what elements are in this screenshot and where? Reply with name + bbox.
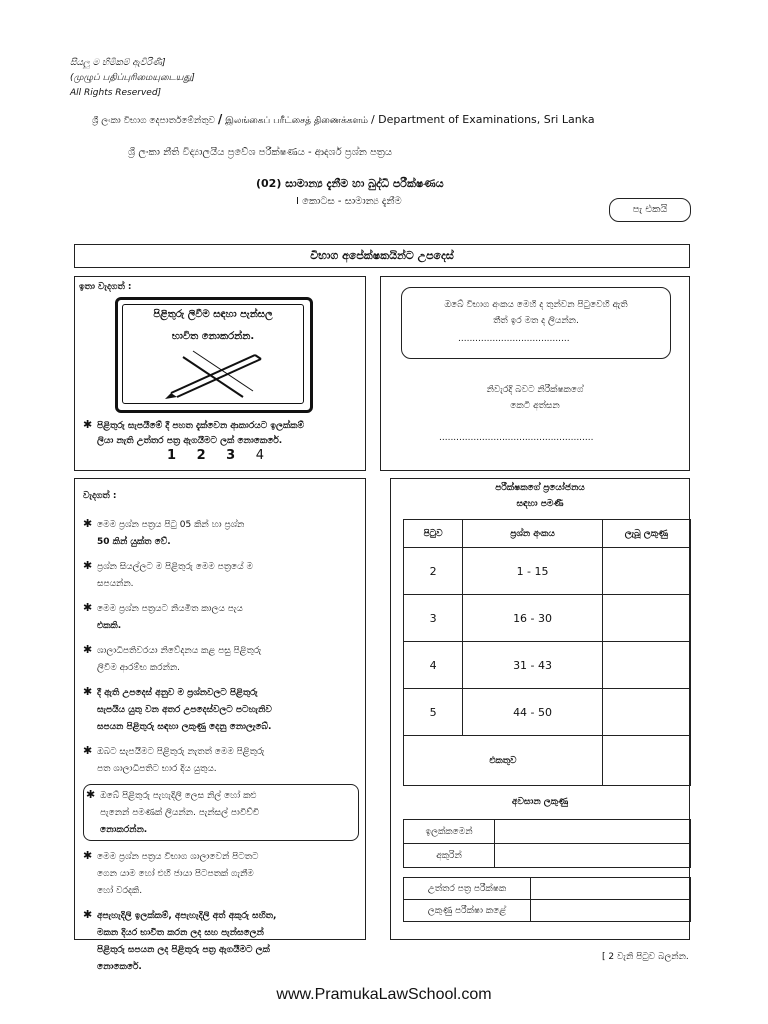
bullet-line: දී ඇති උපදෙස් අනුව ම ප්‍රශ්නවලට පිළිතුරු <box>97 688 258 698</box>
signature-table <box>403 877 691 922</box>
department-english: / Department of Examinations, Sri Lanka <box>370 113 595 126</box>
star-icon: ✱ <box>83 849 93 862</box>
in-figures-label: ඉලක්කමෙන් <box>404 820 495 844</box>
bullet-item <box>83 557 359 593</box>
bullet-item <box>83 641 359 677</box>
bullet-line: සපයන පිළිතුරු සඳහා ලකුණු දෙනු නොලැබේ. <box>97 722 272 732</box>
row-marks-cell[interactable] <box>602 642 690 689</box>
total-row <box>404 736 691 786</box>
table-row <box>404 689 691 736</box>
part-title: I කොටස - සාමාන්‍ය දැනීම <box>296 196 402 207</box>
copyright-sinhala: සියලු ම හිමිකම් ඇවිරිණි] <box>70 58 166 68</box>
total-label: එකතුව <box>404 736 603 786</box>
note-line-1: පිළිතුරු සැපයීමේ දී පහත දැක්වෙන ආකාරයට ඉලක්කම් <box>97 421 304 431</box>
marks-checker-label: ලකුණු පරීක්ෂා කළේ <box>404 900 531 922</box>
row-questions: 16 - 30 <box>463 595 603 642</box>
star-icon: ✱ <box>86 788 96 801</box>
footer-url[interactable]: www.PramukaLawSchool.com <box>276 986 492 1003</box>
examiner-box <box>390 478 690 940</box>
crossed-pencil-icon <box>163 347 273 399</box>
note-line-2: ලියා නැති උත්තර පත්‍ර ඇගයීමට ලක් නොකෙරේ. <box>97 436 283 446</box>
bullet-line: පත ශාලාධිපතිට භාර දිය යුතුය. <box>97 764 217 774</box>
marks-table <box>403 519 691 786</box>
star-icon: ✱ <box>83 685 93 698</box>
warning-line-1: පිළිතුරු ලිවීම සඳහා පැන්සල <box>153 309 273 320</box>
col-questions: ප්‍රශ්න අංකය <box>463 520 603 548</box>
answer-examiner-cell[interactable] <box>531 878 691 900</box>
final-marks-heading: අවසාන ලකුණු <box>511 797 569 807</box>
marks-checker-cell[interactable] <box>531 900 691 922</box>
very-important-heading: ඉතා වැදගත් : <box>79 282 132 292</box>
final-figures-row <box>404 820 691 844</box>
bullet-line: එකකි. <box>97 621 122 631</box>
bullet-line: මෙම ප්‍රශ්න පත්‍රය පිටු 05 කින් හා ප්‍රශ්න <box>97 520 245 530</box>
in-words-label: අකුරින් <box>404 844 495 868</box>
important-bullets <box>83 515 359 982</box>
answer-examiner-row <box>404 878 691 900</box>
copyright-english: All Rights Reserved] <box>70 88 162 98</box>
bullet-line: අපැහැදිලි ඉලක්කම්, අපැහැදිලි අත් අකුරු සහිත, <box>97 911 277 921</box>
paper-title: (02) සාමාන්‍ය දැනීම හා බුද්ධි පරීක්ෂණය <box>256 177 444 190</box>
row-questions: 31 - 43 <box>463 642 603 689</box>
examiner-heading-1: පරීක්ෂකගේ ප්‍රයෝජනය <box>495 483 585 493</box>
bullet-item <box>83 906 359 976</box>
examiner-heading-2: සඳහා පමණි <box>516 499 564 509</box>
row-page: 2 <box>404 548 463 595</box>
bullet-item <box>83 683 359 736</box>
index-number-box <box>401 287 671 359</box>
index-line-1: ඔබේ විභාග අංකය මෙහි ද තුන්වන පිටුවෙහි ඇති <box>444 300 628 310</box>
bullet-line: සැපයිය යුතු වන අතර උපදෙස්වලට පටහැනිව <box>97 705 272 715</box>
in-figures-cell[interactable] <box>495 820 691 844</box>
table-row <box>404 642 691 689</box>
supervisor-line-1: නිවැරදි බවට නිරීක්ෂකගේ <box>486 385 584 395</box>
department-tamil: இலங்கைப் பரீட்சைத் திணைக்களம் <box>225 116 369 126</box>
bullet-line: ඔබට සැපයීමට පිළිතුරු නැතත් මෙම පිළිතුරු <box>97 747 265 757</box>
star-icon: ✱ <box>83 418 93 431</box>
final-words-row <box>404 844 691 868</box>
warning-line-2: භාවිත නොකරන්න. <box>171 331 255 342</box>
answer-examiner-label: උත්තර පත්‍ර පරීක්ෂක <box>404 878 531 900</box>
bullet-line: පැනෙන් පමණක් ලියන්න. පැන්සල් පාවිච්චි <box>100 808 260 818</box>
bullet-item-highlighted <box>83 784 359 841</box>
duration-badge: පැ එකයි <box>609 198 691 222</box>
digit-4: 4 <box>255 448 265 463</box>
star-icon: ✱ <box>83 643 93 656</box>
table-row <box>404 595 691 642</box>
bullet-line: 50 කින් යුක්ත වේ. <box>97 537 171 547</box>
in-words-cell[interactable] <box>495 844 691 868</box>
important-heading: වැදගත් : <box>83 491 117 501</box>
pencil-warning-inner <box>122 304 304 404</box>
copyright-block <box>70 56 195 101</box>
very-important-box <box>74 276 366 471</box>
row-questions: 44 - 50 <box>463 689 603 736</box>
copyright-tamil: (முழுப் பதிப்புரிமையுடையது] <box>70 73 195 83</box>
bullet-line: ගෙන යාම හෝ එහි ජායා පිටපතක් ගැනීම <box>97 869 254 879</box>
bullet-line: මෙම ප්‍රශ්න පත්‍රය විභාග ශාලාවෙන් පිටතට <box>97 852 259 862</box>
star-icon: ✱ <box>83 601 93 614</box>
supervisor-line-2: කෙටි අත්සන <box>510 401 560 411</box>
index-supervisor-box <box>380 276 690 471</box>
bullet-item <box>83 742 359 778</box>
star-icon: ✱ <box>83 559 93 572</box>
table-header-row <box>404 520 691 548</box>
digit-1: 1 <box>167 448 177 463</box>
index-line-2: තීත් ඉර මත ද ලියන්න. <box>493 316 579 326</box>
digit-examples <box>167 448 264 463</box>
index-dots[interactable]: ....................................... <box>458 334 570 344</box>
row-page: 3 <box>404 595 463 642</box>
bullet-line: ලිවීම ආරම්භ කරන්න. <box>97 663 181 673</box>
bullet-line: නොකරන්න. <box>100 825 148 835</box>
bullet-line: පිළිතුරු සපයන ලද පිළිතුරු පත්‍ර ඇගයීමට ලක් <box>97 945 270 955</box>
bullet-line: මකන දියර භාවිත කරන ලද සහ පැන්සලෙන් <box>97 928 264 938</box>
department-line: ශ්‍රී ලංකා විභාග දෙපාර්තමේන්තුව / இலங்கைப் பரீட்சைத் திணைக்களம் / Department of Examinations, Sri Lanka <box>92 112 595 126</box>
department-sinhala: ශ්‍රී ලංකා විභාග දෙපාර්තමේන්තුව <box>92 116 216 126</box>
bullet-line: සපයන්න. <box>97 579 134 589</box>
row-page: 4 <box>404 642 463 689</box>
bullet-line: හෝ වරදකි. <box>97 886 143 896</box>
bullet-line: ප්‍රශ්න සියල්ලට ම පිළිතුරු මෙම පත්‍රයේ ම <box>97 562 253 572</box>
supervisor-signature-dots[interactable]: ...................................................... <box>439 433 594 443</box>
digit-2: 2 <box>196 448 206 463</box>
row-questions: 1 - 15 <box>463 548 603 595</box>
bullet-line: නොකෙරේ. <box>97 962 142 972</box>
bullet-item <box>83 515 359 551</box>
star-icon: ✱ <box>83 517 93 530</box>
total-marks-cell[interactable] <box>602 736 690 786</box>
important-box <box>74 478 366 972</box>
bullet-item <box>83 847 359 900</box>
row-marks-cell[interactable] <box>602 595 690 642</box>
star-icon: ✱ <box>83 744 93 757</box>
digit-3: 3 <box>226 448 236 463</box>
row-page: 5 <box>404 689 463 736</box>
row-marks-cell[interactable] <box>602 689 690 736</box>
col-marks: ලැබූ ලකුණු <box>602 520 690 548</box>
page-turn-note: [ 2 වැනි පිටුව බලන්න. <box>602 952 689 962</box>
star-icon: ✱ <box>83 908 93 921</box>
col-page: පිටුව <box>404 520 463 548</box>
instructions-header: විභාග අපේක්ෂකයින්ට උපදෙස් <box>74 244 690 268</box>
bullet-line: ශාලාධිපතිවරයා නිවේදනය කළ පසු පිළිතුරු <box>97 646 262 656</box>
bullet-item <box>83 599 359 635</box>
row-marks-cell[interactable] <box>602 548 690 595</box>
exam-title: ශ්‍රී ලංකා නීති විද්‍යාලයීය ප්‍රවේශ පරීක්ෂණය - ආදර්ශ ප්‍රශ්න පත්‍රය <box>128 147 393 158</box>
bullet-line: මෙම ප්‍රශ්න පත්‍රයට නියමිත කාලය පැය <box>97 604 243 614</box>
final-marks-table <box>403 819 691 868</box>
bullet-line: ඔබේ පිළිතුරු පැහැදිලි ලෙස නිල් හෝ කළු <box>100 791 257 801</box>
pencil-warning-frame <box>115 297 313 413</box>
marks-checker-row <box>404 900 691 922</box>
note-block <box>83 417 304 449</box>
table-row <box>404 548 691 595</box>
